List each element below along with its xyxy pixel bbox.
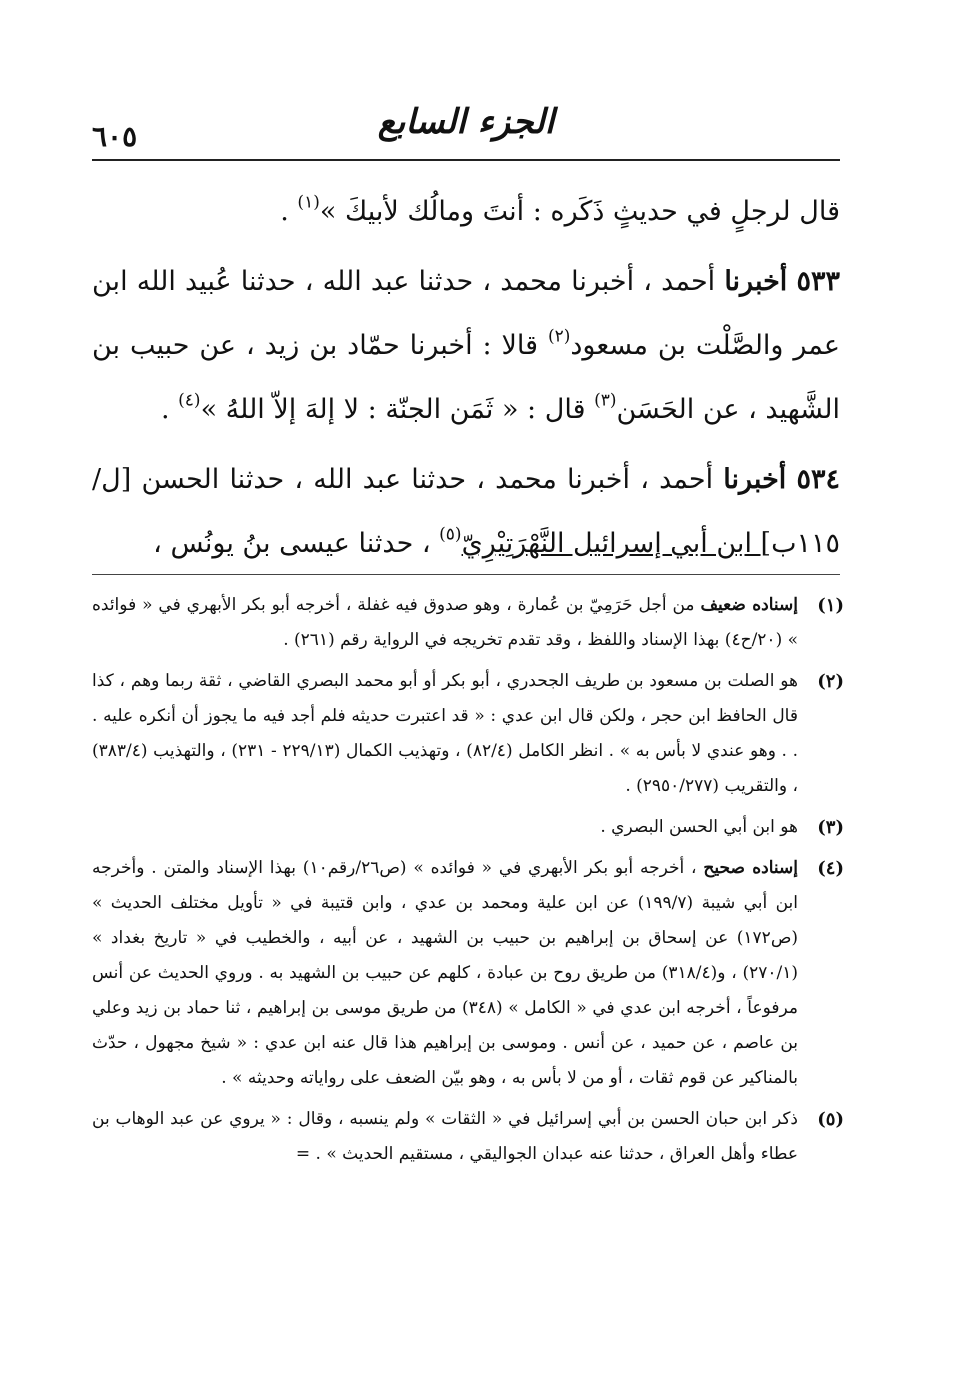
hadith-text: قال : « ثَمَن الجنّة : لا إلهَ إلاّ اللهُ » [200,394,595,425]
footnote-4 [92,851,844,1096]
footnote-marker: (٢) [817,671,844,692]
footnotes [92,588,844,1178]
footnote-text: هو ابن أبي الحسن البصري . [600,817,798,837]
footnote-text: من أجل حَرَمِيّ بن عُمارة ، وهو صدوق فيه غفلة ، أخرجه أبو بكر الأبهري في « فوائده » (٢٠/ح٤) بهذا الإسناد واللفظ ، وقد تقدم تخريجه في الرواية رقم (٢٦١) . [92,595,798,650]
hadith-number: ٥٣٤ [796,464,840,495]
hadith-text: أحمد ، أخبرنا محمد ، حدثنا عبد الله ، حدثنا الحسن [131,464,724,495]
continuation-text: قال لرجلٍ في حديثٍ ذَكَره : أنتَ ومالُك لأبيكَ » [319,196,840,227]
continuation-paragraph [92,180,840,244]
hadith-534 [92,448,840,576]
header-divider [92,159,840,161]
footnote-grade: إسناده ضعيف [700,595,798,615]
footnote-ref[interactable]: (١) [297,192,320,213]
hadith-end: . [160,394,179,425]
footnote-ref[interactable]: (٢) [547,326,571,347]
hadith-text: ابن أبي إسرائيل النَّهْرَتِيْرِيّ [461,528,761,559]
footnote-ref[interactable]: (٣) [594,390,617,411]
footnote-ref[interactable]: (٤) [178,390,201,411]
footnote-text: هو الصلت بن مسعود بن طريف الجحدري ، أبو بكر أو أبو محمد البصري القاضي ، ثقة ربما وهم ، كذا قال الحافظ ابن حجر ، ولكن قال ابن عدي : « قد اعتبرت حديثه فلم أجد فيه ما يجوز أن أنكره عليه . . . وهو عندي لا بأس به » . انظر الكامل (٨٢/٤) ، وتهذيب الكمال (٢٢٩/١٣ - ٢٣١) ، والتهذيب (٣٨٣/٤) ، والتقريب (٢٩٥٠/٢٧٧) . [92,671,798,796]
footnote-marker: (٣) [817,817,844,838]
page-header [92,100,840,162]
footnotes-divider [92,574,840,575]
manuscript-folio-ref: [ل/١١٥ب] [92,464,840,559]
hadith-533 [92,250,840,442]
footnote-ref[interactable]: (٥) [439,524,462,545]
hadith-text: ، حدثنا عيسى بنُ يونُس ، [153,528,440,559]
hadith-number: ٥٣٣ [796,266,840,297]
footnote-2 [92,664,844,804]
hadith-lead: أخبرنا [723,464,787,495]
footnote-3 [92,810,844,845]
footnote-5 [92,1102,844,1172]
footnote-marker: (٤) [817,858,844,879]
main-text [92,180,840,576]
continuation-end: . [280,196,298,227]
footnote-text: ذكر ابن حبان الحسن بن أبي إسرائيل في « الثقات » ولم ينسبه ، وقال : « يروي عن عبد الوهاب بن عطاء وأهل العراق ، حدثنا عنه عبدان الجواليقي ، مستقيم الحديث » . = [92,1109,798,1164]
footnote-grade: إسناده صحيح [703,858,798,878]
page-number: ٦٠٥ [92,120,138,153]
hadith-text: أحمد ، أخبرنا محمد ، حدثنا عبد الله ، حدثنا عُبيد الله ابن عمر والصَّلْت بن مسعود [92,266,840,361]
hadith-text: قالا : أخبرنا حمّاد بن زيد ، عن حبيب بن الشَّهيد ، عن الحَسَن [92,330,840,425]
footnote-marker: (٥) [817,1109,844,1130]
hadith-lead: أخبرنا [724,266,788,297]
footnote-1 [92,588,844,658]
footnote-marker: (١) [817,595,844,616]
footnote-text: ، أخرجه أبو بكر الأبهري في « فوائده » (ص٢٦/رقم١٠) بهذا الإسناد والمتن . وأخرجه ابن أبي شيبة (١٩٩/٧) عن ابن علية ومحمد بن عدي ، وابن قتيبة في « تأويل مختلف الحديث » (ص١٧٢) عن إسحاق بن إبراهيم بن حبيب بن الشهيد ، عن أبيه ، والخطيب في « تاريخ بغداد » (٢٧٠/١) ، و(٣١٨/٤) من طريق روح بن عبادة ، كلهم عن حبيب بن الشهيد به . وروي الحديث عن أنس مرفوعاً ، أخرجه ابن عدي في « الكامل » (٣٤٨) من طريق موسى بن إبراهيم ، ثنا حماد بن زيد وعلي بن عاصم ، عن حميد ، عن أنس . وموسى بن إبراهيم هذا قال عنه ابن عدي : « شيخ مجهول ، حدّث بالمناكير عن قوم ثقات ، أو من لا بأس به ، وهو بيّن الضعف على رواياته وحديثه » . [92,858,798,1088]
chapter-title: الجزء السابع [377,102,555,142]
